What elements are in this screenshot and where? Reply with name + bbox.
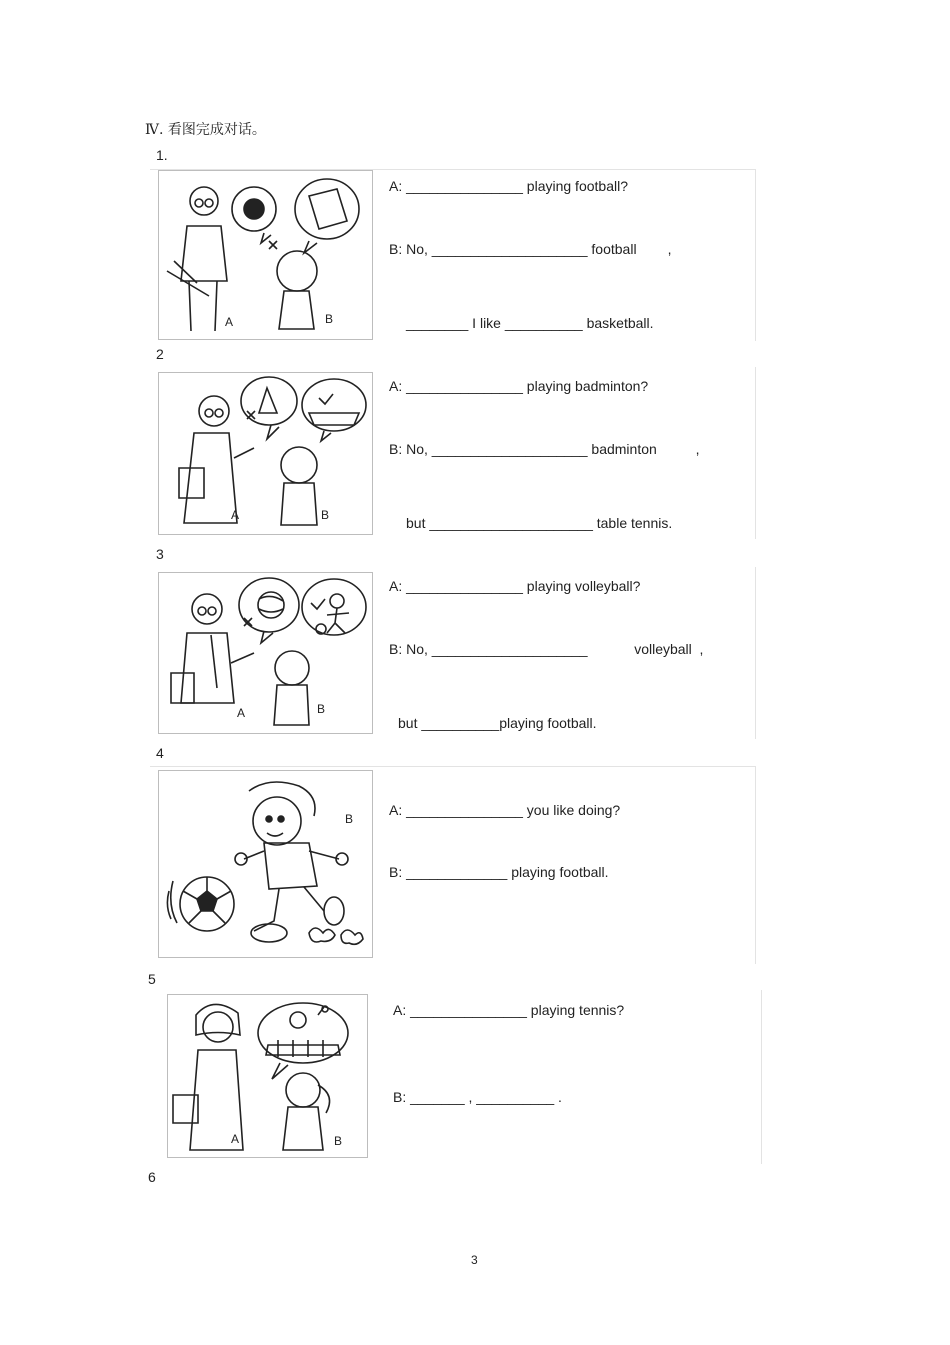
row-border — [755, 367, 756, 539]
illustration-teacher-student-volleyball — [158, 572, 373, 734]
dialogue-line-b-cont: but __________playing football. — [398, 715, 597, 731]
item-number: 6 — [148, 1169, 156, 1185]
item-number: 2 — [156, 346, 164, 362]
dialogue-line-a: A: _______________ you like doing? — [389, 802, 621, 818]
illustration-teacher-girl-tennis — [167, 994, 368, 1158]
item-number: 1. — [156, 147, 168, 163]
figure-label: B — [325, 312, 334, 326]
dialogue-line-b: B: _____________ playing football. — [389, 864, 609, 880]
illustration-teacher-student-football — [158, 170, 373, 340]
dialogue-line-b: B: No, ____________________ volleyball , — [389, 641, 704, 657]
illustration-teacher-student-badminton — [158, 372, 373, 535]
item-number: 3 — [156, 546, 164, 562]
item-number: 4 — [156, 745, 164, 761]
item-number: 5 — [148, 971, 156, 987]
row-border — [755, 169, 756, 341]
dialogue-line-b: B: No, ____________________ football , — [389, 241, 672, 257]
dialogue-line-b: B: No, ____________________ badminton , — [389, 441, 700, 457]
figure-label: B — [345, 812, 354, 826]
figure-label: A — [231, 508, 240, 522]
dialogue-line-b: B: _______ , __________ . — [393, 1089, 562, 1105]
figure-label: B — [334, 1134, 343, 1148]
figure-label: B — [317, 702, 326, 716]
illustration-boy-kicking-ball — [158, 770, 373, 958]
figure-label: A — [225, 315, 234, 329]
dialogue-line-a: A: _______________ playing tennis? — [393, 1002, 625, 1018]
dialogue-line-b-cont: but _____________________ table tennis. — [406, 515, 673, 531]
dialogue-line-a: A: _______________ playing football? — [389, 178, 628, 194]
page-number: 3 — [471, 1253, 478, 1267]
row-border — [761, 990, 762, 1164]
figure-label: B — [321, 508, 330, 522]
figure-label: A — [231, 1132, 240, 1146]
row-border — [755, 567, 756, 739]
dialogue-line-a: A: _______________ playing badminton? — [389, 378, 649, 394]
row-border — [755, 766, 756, 964]
dialogue-line-b-cont: ________ I like __________ basketball. — [406, 315, 654, 331]
figure-label: A — [237, 706, 246, 720]
dialogue-line-a: A: _______________ playing volleyball? — [389, 578, 641, 594]
section-heading: Ⅳ. 看图完成对话。 — [145, 122, 266, 138]
row-divider — [150, 766, 756, 767]
